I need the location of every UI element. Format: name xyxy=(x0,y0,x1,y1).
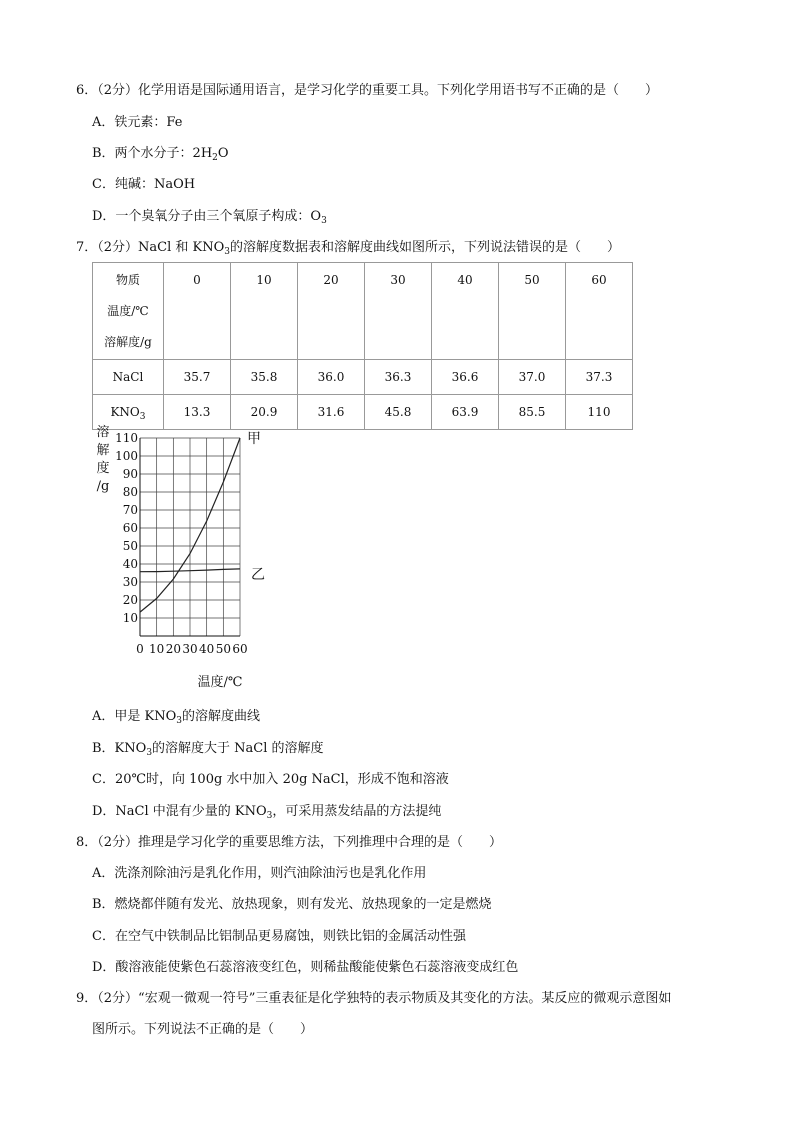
x-tick-label: 20 xyxy=(165,642,181,656)
q6-option-a: A．铁元素：Fe xyxy=(92,115,183,130)
series-label-jia: 甲 xyxy=(247,431,261,447)
x-tick-label: 0 xyxy=(136,642,144,656)
y-axis-label-char: 溶 xyxy=(96,425,110,440)
table-cell: 37.0 xyxy=(499,360,566,395)
y-axis-label-char: 解 xyxy=(96,443,110,458)
q6-option-b: B．两个水分子：$2H_2O$ xyxy=(92,146,229,163)
q8-option-a: A．洗涤剂除油污是乳化作用，则汽油除油污也是乳化作用 xyxy=(92,866,427,881)
y-tick-label: 70 xyxy=(122,503,138,517)
y-tick-label: 110 xyxy=(115,431,138,445)
row-label-nacl: NaCl xyxy=(93,360,164,395)
q7-option-a: A．甲是 $KNO_3$的溶解度曲线 xyxy=(92,709,261,726)
y-tick-label: 100 xyxy=(115,449,138,463)
x-tick-label: 10 xyxy=(149,642,165,656)
solubility-table xyxy=(92,262,633,430)
q7-option-c: C．20℃时，向 100g 水中加入 20g NaCl，形成不饱和溶液 xyxy=(92,772,449,787)
x-axis-label: 温度/℃ xyxy=(197,675,243,690)
table-cell: 31.6 xyxy=(298,395,365,430)
temp-header: 30 xyxy=(365,263,432,360)
table-cell: 63.9 xyxy=(432,395,499,430)
table-cell: 36.6 xyxy=(432,360,499,395)
series-label-yi: 乙 xyxy=(251,566,265,583)
question-6-stem: 6．（2分）化学用语是国际通用语言，是学习化学的重要工具。下列化学用语书写不正确的是（ ） xyxy=(76,83,659,98)
y-tick-label: 80 xyxy=(122,485,138,499)
x-tick-label: 50 xyxy=(215,642,231,656)
q8-option-d: D．酸溶液能使紫色石蕊溶液变红色，则稀盐酸能使紫色石蕊溶液变成红色 xyxy=(92,960,519,975)
temp-header: 20 xyxy=(298,263,365,360)
table-cell: 35.8 xyxy=(231,360,298,395)
y-tick-label: 90 xyxy=(122,467,138,481)
table-corner-header: 物质 温度/℃ 溶解度/g xyxy=(93,263,164,360)
question-8-stem: 8．（2分）推理是学习化学的重要思维方法，下列推理中合理的是（ ） xyxy=(76,835,503,850)
temp-header: 10 xyxy=(231,263,298,360)
x-tick-label: 30 xyxy=(182,642,198,656)
temp-header: 50 xyxy=(499,263,566,360)
table-cell: 13.3 xyxy=(164,395,231,430)
temp-header: 60 xyxy=(566,263,633,360)
question-7-stem: 7．（2分）NaCl 和 $KNO_3$的溶解度数据表和溶解度曲线如图所示，下列说法错误的是（ ） xyxy=(76,240,621,257)
table-cell: 36.0 xyxy=(298,360,365,395)
question-9-stem: 9．（2分）“宏观一微观一符号”三重表征是化学独特的表示物质及其变化的方法。某反应的微观示意图如 xyxy=(76,991,672,1006)
table-cell: 20.9 xyxy=(231,395,298,430)
table-cell: 85.5 xyxy=(499,395,566,430)
table-header-row xyxy=(93,263,633,360)
x-tick-label: 60 xyxy=(232,642,248,656)
question-9-stem-continued: 图所示。下列说法不正确的是（ ） xyxy=(92,1022,314,1037)
chart-grid xyxy=(140,438,240,636)
q8-option-b: B．燃烧都伴随有发光、放热现象，则有发光、放热现象的一定是燃烧 xyxy=(92,897,492,912)
y-tick-label: 50 xyxy=(122,539,138,553)
q8-option-c: C．在空气中铁制品比铝制品更易腐蚀，则铁比铝的金属活动性强 xyxy=(92,929,466,944)
table-cell: 37.3 xyxy=(566,360,633,395)
row-label-kno3: $KNO_3$ xyxy=(93,395,164,430)
y-tick-label: 30 xyxy=(122,575,138,589)
y-tick-label: 10 xyxy=(122,611,138,625)
table-cell: 35.7 xyxy=(164,360,231,395)
y-axis-label-char: 度 xyxy=(96,461,110,476)
q7-option-b: B．$KNO_3$的溶解度大于 NaCl 的溶解度 xyxy=(92,741,324,758)
y-tick-label: 40 xyxy=(122,557,138,571)
q6-option-c: C．纯碱：NaOH xyxy=(92,177,196,192)
table-cell: 36.3 xyxy=(365,360,432,395)
q6-option-d: D．一个臭氧分子由三个氧原子构成：$O_3$ xyxy=(92,209,327,226)
y-tick-label: 20 xyxy=(122,593,138,607)
q7-option-d: D．NaCl 中混有少量的 $KNO_3$，可采用蒸发结晶的方法提纯 xyxy=(92,804,442,821)
temp-header: 0 xyxy=(164,263,231,360)
temp-header: 40 xyxy=(432,263,499,360)
table-cell: 45.8 xyxy=(365,395,432,430)
table-row xyxy=(93,360,633,395)
solubility-curve-chart xyxy=(92,424,292,692)
x-tick-label: 40 xyxy=(199,642,215,656)
y-axis-label-char: /g xyxy=(96,479,110,494)
y-tick-label: 60 xyxy=(122,521,138,535)
table-cell: 110 xyxy=(566,395,633,430)
